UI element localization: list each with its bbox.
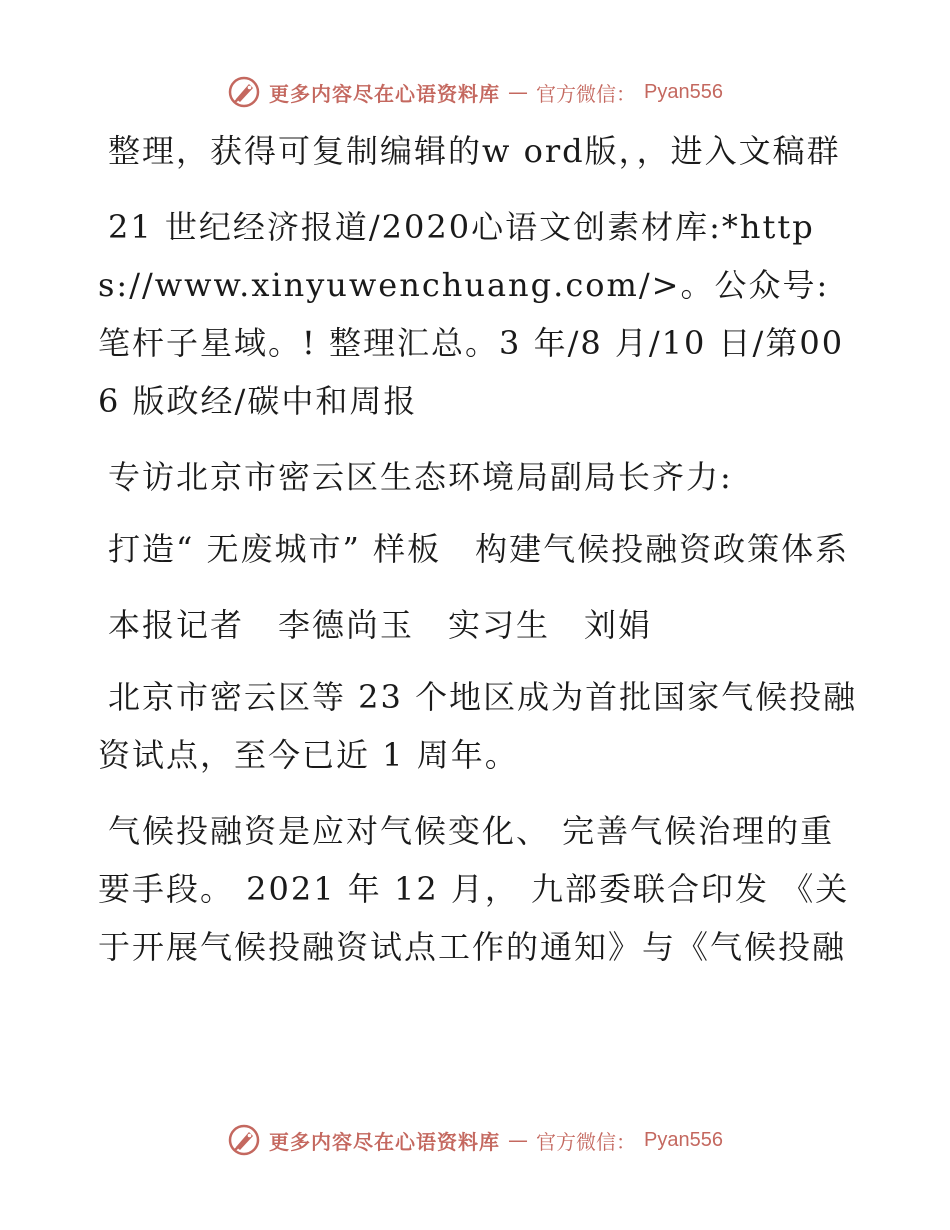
footer-banner	[0, 1118, 950, 1162]
banner-wechat-handle: Pyan556	[644, 80, 723, 103]
banner-wechat-label: 官方微信：	[536, 81, 637, 106]
paragraph-2: 21 世纪经济报道/2020心语文创素材库:*https://www.xinyuwenchuang.com/>。公众号:笔杆子星域。! 整理汇总。3 年/8 月/10 日/第006 版政经/碳中和周报	[98, 208, 845, 420]
banner-title: 更多内容尽在心语资料库	[269, 81, 501, 106]
document-body	[98, 122, 858, 994]
pen-nib-logo-icon	[227, 75, 261, 109]
banner-wechat-handle: Pyan556	[644, 1128, 723, 1151]
banner-dash: —	[508, 80, 529, 104]
paragraph-6: 北京市密云区等 23 个地区成为首批国家气候投融资试点，至今已近 1 周年。	[98, 678, 858, 774]
paragraph-4: 打造“ 无废城市” 样板 构建气候投融资政策体系	[108, 530, 850, 568]
paragraph-7: 气候投融资是应对气候变化、 完善气候治理的重要手段。 2021 年 12 月， 九部委联合印发 《关于开展气候投融资试点工作的通知》与《气候投融	[98, 812, 850, 966]
paragraph-1: 整理，获得可复制编辑的w ord版，，进入文稿群	[108, 132, 841, 170]
paragraph-5: 本报记者 李德尚玉 实习生 刘娟	[108, 606, 653, 644]
banner-wechat-label: 官方微信：	[536, 1129, 637, 1154]
banner-title: 更多内容尽在心语资料库	[269, 1129, 501, 1154]
header-banner	[0, 70, 950, 114]
paragraph-3: 专访北京市密云区生态环境局副局长齐力:	[108, 458, 733, 496]
pen-nib-logo-icon	[227, 1123, 261, 1157]
banner-dash: —	[508, 1128, 529, 1152]
